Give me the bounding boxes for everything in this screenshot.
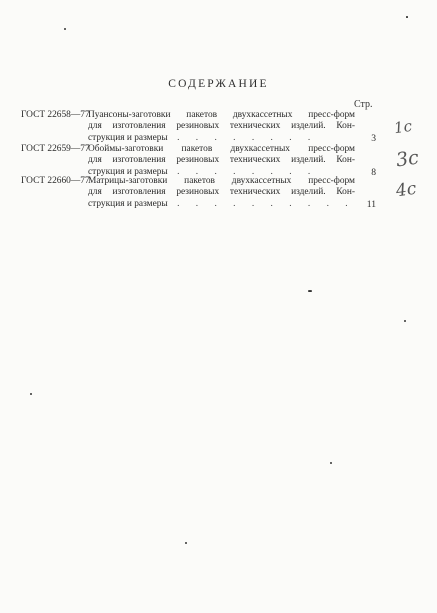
entry-title-line: для изготовления резиновых технических изделий. Кон- — [88, 121, 355, 132]
entry-title-line: струкция и размеры . . . . . . . . — [88, 132, 318, 143]
scan-speck — [330, 462, 332, 464]
entry-title-line: для изготовления резиновых технических изделий. Кон- — [88, 155, 355, 166]
entry-title-line: Обоймы-заготовки пакетов двухкассетных пресс-форм — [88, 144, 355, 154]
standard-code: ГОСТ 22659—77 — [21, 144, 90, 154]
handwritten-mark: 1с — [392, 116, 414, 138]
entry-title-line: для изготовления резиновых технических изделий. Кон- — [88, 187, 355, 198]
scan-speck — [64, 28, 66, 30]
standard-code: ГОСТ 22660—77 — [21, 176, 90, 186]
page-number: 8 — [371, 166, 376, 178]
leader-dots: . . . . . . . . — [167, 132, 318, 143]
scan-speck — [404, 320, 406, 322]
entry-title — [88, 110, 355, 144]
standard-code: ГОСТ 22658—77 — [21, 110, 90, 120]
entry-title-line: Матрицы-заготовки пакетов двухкассетных пресс-форм — [88, 176, 355, 186]
entry-title-line: струкция и размеры . . . . . . . . — [88, 166, 318, 177]
page-number: 11 — [366, 198, 376, 210]
entry-title-line: струкция и размеры . . . . . . . . . . — [88, 198, 355, 209]
entry-title — [88, 176, 355, 210]
handwritten-mark: 4с — [394, 178, 418, 202]
scan-speck — [308, 290, 312, 292]
handwritten-mark: 3с — [394, 146, 421, 172]
leader-dots: . . . . . . . . — [167, 166, 318, 177]
leader-dots: . . . . . . . . . . — [167, 198, 355, 209]
scan-speck — [185, 542, 187, 544]
entry-title-line: Пуансоны-заготовки пакетов двухкассетных пресс-форм — [88, 110, 355, 120]
page-title: СОДЕРЖАНИЕ — [168, 78, 269, 90]
entry-title — [88, 144, 355, 178]
scan-speck — [406, 16, 408, 18]
scan-speck — [30, 393, 32, 395]
page-number: 3 — [371, 132, 376, 144]
page-column-header: Стр. — [354, 99, 373, 110]
